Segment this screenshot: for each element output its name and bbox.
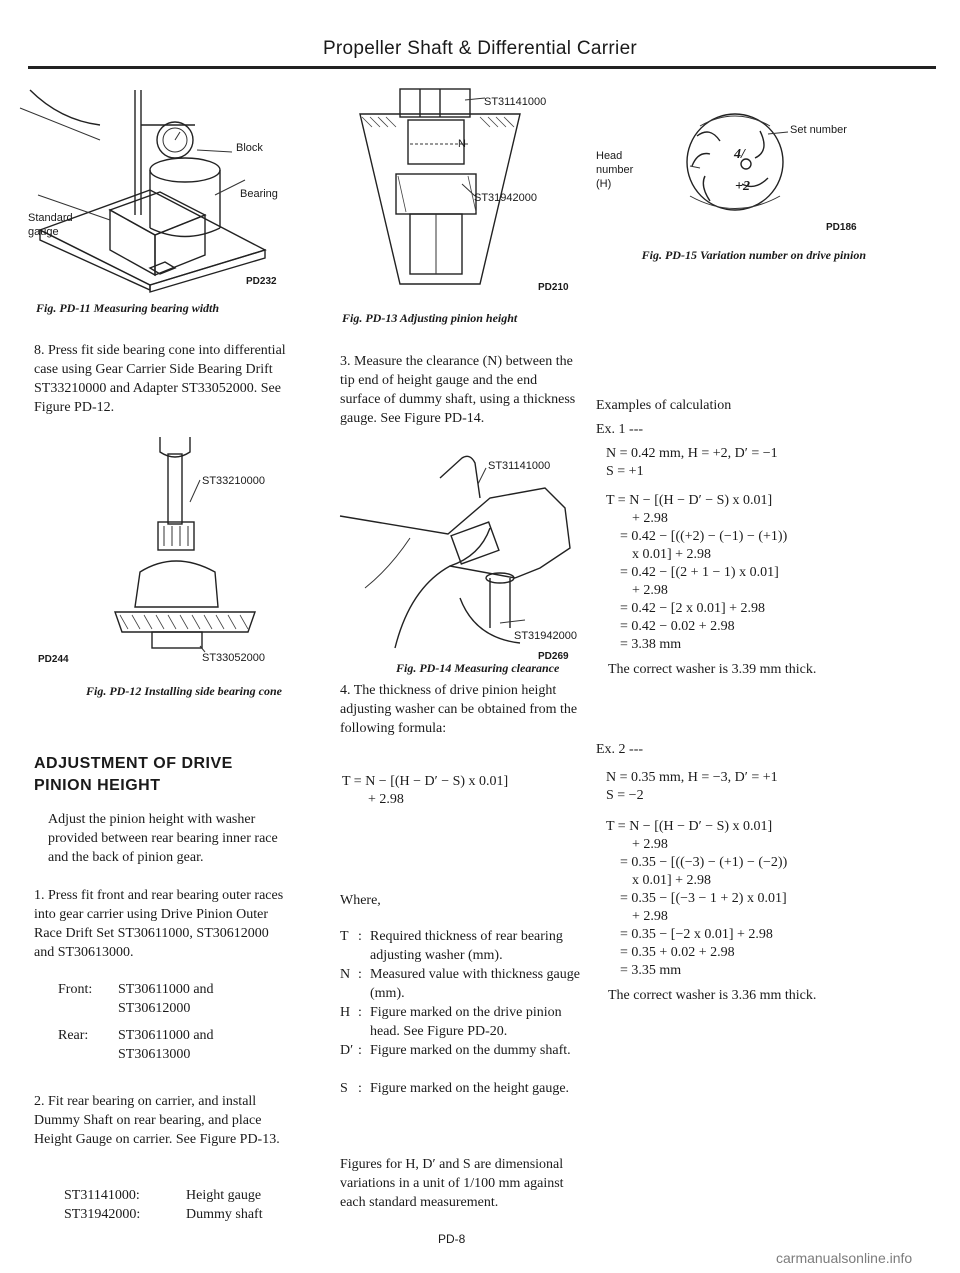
figure-pd11-illustration bbox=[0, 80, 300, 290]
fig12-caption: Fig. PD-12 Installing side bearing cone bbox=[85, 684, 282, 698]
ex1-result: The correct washer is 3.39 mm thick. bbox=[608, 662, 817, 677]
fig13-label-mid: ST31942000 bbox=[474, 192, 537, 204]
ex2-calc-line: = 0.35 + 0.02 + 2.98 bbox=[620, 945, 735, 960]
step3-paragraph: 3. Measure the clearance (N) between the tip end of height gauge and the end surface of dummy shaft, using a thickness gauge. See Figure PD-14. bbox=[340, 354, 576, 426]
where-symbol: T bbox=[340, 929, 349, 944]
fig15-caption: Fig. PD-15 Variation number on drive pinion bbox=[641, 248, 866, 262]
where-description: Measured value with thickness gauge (mm). bbox=[370, 967, 580, 1001]
fig13-code: PD210 bbox=[538, 282, 569, 293]
ex1-calc-line: = 0.42 − [(2 + 1 − 1) x 0.01] bbox=[620, 565, 779, 580]
figure-pd15-illustration bbox=[640, 96, 820, 232]
step2-paragraph: 2. Fit rear bearing on carrier, and install Dummy Shaft on rear bearing, and place Height Gauge on carrier. See Figure PD-13. bbox=[34, 1094, 280, 1147]
where-symbol: H bbox=[340, 1005, 351, 1020]
fig11-label-gauge: gauge bbox=[28, 226, 59, 238]
fig15-mark-top: 4/ bbox=[734, 147, 745, 162]
fig14-label-bottom: ST31942000 bbox=[514, 630, 577, 642]
ex2-calc-line: x 0.01] + 2.98 bbox=[632, 873, 712, 888]
ex1-given-1: N = 0.42 mm, H = +2, D′ = −1 bbox=[606, 446, 778, 461]
fig15-code: PD186 bbox=[826, 222, 857, 233]
ex2-given-2: S = −2 bbox=[606, 788, 644, 803]
ex2-result: The correct washer is 3.36 mm thick. bbox=[608, 988, 817, 1003]
where-colon: : bbox=[358, 1043, 362, 1058]
fig11-label-bearing: Bearing bbox=[240, 188, 278, 200]
fig15-label-head: Head bbox=[596, 150, 623, 162]
watermark-link[interactable]: carmanualsonline.info bbox=[776, 1250, 913, 1266]
examples-title: Examples of calculation bbox=[596, 398, 732, 413]
step4-paragraph: 4. The thickness of drive pinion height adjusting washer can be obtained from the following formula: bbox=[340, 683, 578, 736]
section-title-adjustment: ADJUSTMENT OF DRIVE PINION HEIGHT bbox=[34, 755, 233, 794]
fig14-caption: Fig. PD-14 Measuring clearance bbox=[396, 661, 560, 675]
where-description: Figure marked on the drive pinion head. See Figure PD-20. bbox=[370, 1005, 562, 1039]
fig15-label-number: number bbox=[596, 164, 634, 176]
fig11-code: PD232 bbox=[246, 276, 277, 287]
ex1-calc-line: = 0.42 − [2 x 0.01] + 2.98 bbox=[620, 601, 766, 616]
fig12-label-top: ST33210000 bbox=[202, 475, 265, 487]
where-description: Figure marked on the dummy shaft. bbox=[370, 1043, 571, 1058]
ex2-label: Ex. 2 --- bbox=[596, 742, 644, 757]
ex1-calc-line: + 2.98 bbox=[632, 511, 668, 526]
tool-row-name: Height gauge bbox=[186, 1188, 262, 1203]
ex2-calc-line: + 2.98 bbox=[632, 837, 668, 852]
ex1-calc-line: x 0.01] + 2.98 bbox=[632, 547, 712, 562]
fig15-mark-bottom: +2 bbox=[735, 179, 750, 194]
ex1-calc-line: + 2.98 bbox=[632, 583, 668, 598]
step8-paragraph: 8. Press fit side bearing cone into differential case using Gear Carrier Side Bearing Drift ST33210000 and Adapter ST33052000. See Figure PD-12. bbox=[34, 343, 286, 415]
step1-paragraph: 1. Press fit front and rear bearing outer races into gear carrier using Drive Pinion Outer Race Drift Set ST30611000, ST30612000 and ST30613000. bbox=[34, 888, 284, 960]
tool-row-code: ST31942000: bbox=[64, 1207, 141, 1222]
fig15-label-set-number: Set number bbox=[790, 124, 847, 136]
ex2-calc-line: = 0.35 − [(−3 − 1 + 2) x 0.01] bbox=[620, 891, 787, 906]
where-colon: : bbox=[358, 1081, 362, 1096]
ex1-calc-line: = 0.42 − 0.02 + 2.98 bbox=[620, 619, 735, 634]
ex2-calc-line: = 0.35 − [((−3) − (+1) − (−2)) bbox=[620, 855, 788, 870]
where-symbol: N bbox=[340, 967, 351, 982]
header-rule bbox=[28, 66, 936, 69]
ex2-calc-line: = 0.35 − [−2 x 0.01] + 2.98 bbox=[620, 927, 773, 942]
fig12-label-bottom: ST33052000 bbox=[202, 652, 265, 664]
fig14-label-top: ST31141000 bbox=[488, 460, 551, 472]
where-description: Required thickness of rear bearing adjusting washer (mm). bbox=[370, 929, 563, 963]
rear-label: Rear: bbox=[58, 1028, 89, 1043]
where-label: Where, bbox=[340, 893, 381, 908]
fig11-caption: Fig. PD-11 Measuring bearing width bbox=[36, 301, 220, 315]
ex1-calc-line: = 0.42 − [((+2) − (−1) − (+1)) bbox=[620, 529, 788, 544]
ex2-calc-line: T = N − [(H − D′ − S) x 0.01] bbox=[606, 819, 773, 834]
adjustment-intro: Adjust the pinion height with washer provided between rear bearing inner race and the back of pinion gear. bbox=[48, 812, 278, 865]
where-colon: : bbox=[358, 1005, 362, 1020]
page-number: PD-8 bbox=[438, 1232, 466, 1246]
where-colon: : bbox=[358, 967, 362, 982]
ex2-calc-line: + 2.98 bbox=[632, 909, 668, 924]
page-header: Propeller Shaft & Differential Carrier bbox=[322, 38, 638, 59]
where-colon: : bbox=[358, 929, 362, 944]
rear-value: ST30611000 and ST30613000 bbox=[118, 1028, 214, 1062]
fig15-label-h: (H) bbox=[596, 178, 612, 190]
where-symbol: S bbox=[340, 1081, 348, 1096]
ex1-given-2: S = +1 bbox=[606, 464, 644, 479]
where-description: Figure marked on the height gauge. bbox=[370, 1081, 570, 1096]
figure-pd12-illustration bbox=[100, 432, 280, 652]
ex1-calc-line: = 3.38 mm bbox=[620, 637, 682, 652]
front-value: ST30611000 and ST30612000 bbox=[118, 982, 214, 1016]
fig13-label-top: ST31141000 bbox=[484, 96, 547, 108]
where-symbol: D′ bbox=[340, 1043, 354, 1058]
tool-row-code: ST31141000: bbox=[64, 1188, 140, 1203]
fig13-caption: Fig. PD-13 Adjusting pinion height bbox=[342, 311, 518, 325]
formula-line-2: + 2.98 bbox=[368, 792, 404, 807]
fig14-code: PD269 bbox=[538, 651, 569, 662]
ex2-given-1: N = 0.35 mm, H = −3, D′ = +1 bbox=[606, 770, 778, 785]
fig11-label-standard: Standard bbox=[28, 212, 73, 224]
tool-row-name: Dummy shaft bbox=[186, 1207, 263, 1222]
front-label: Front: bbox=[58, 982, 93, 997]
ex2-calc-line: = 3.35 mm bbox=[620, 963, 682, 978]
ex1-label: Ex. 1 --- bbox=[596, 422, 644, 437]
ex1-calc-line: T = N − [(H − D′ − S) x 0.01] bbox=[606, 493, 773, 508]
figure-pd13-illustration bbox=[340, 84, 540, 290]
fig12-code: PD244 bbox=[38, 654, 69, 665]
formula-line-1: T = N − [(H − D′ − S) x 0.01] bbox=[342, 774, 509, 789]
fig11-label-block: Block bbox=[236, 142, 263, 154]
where-note: Figures for H, D′ and S are dimensional variations in a unit of 1/100 mm against each standard measurement. bbox=[340, 1157, 564, 1210]
fig13-label-n: N bbox=[458, 138, 466, 150]
